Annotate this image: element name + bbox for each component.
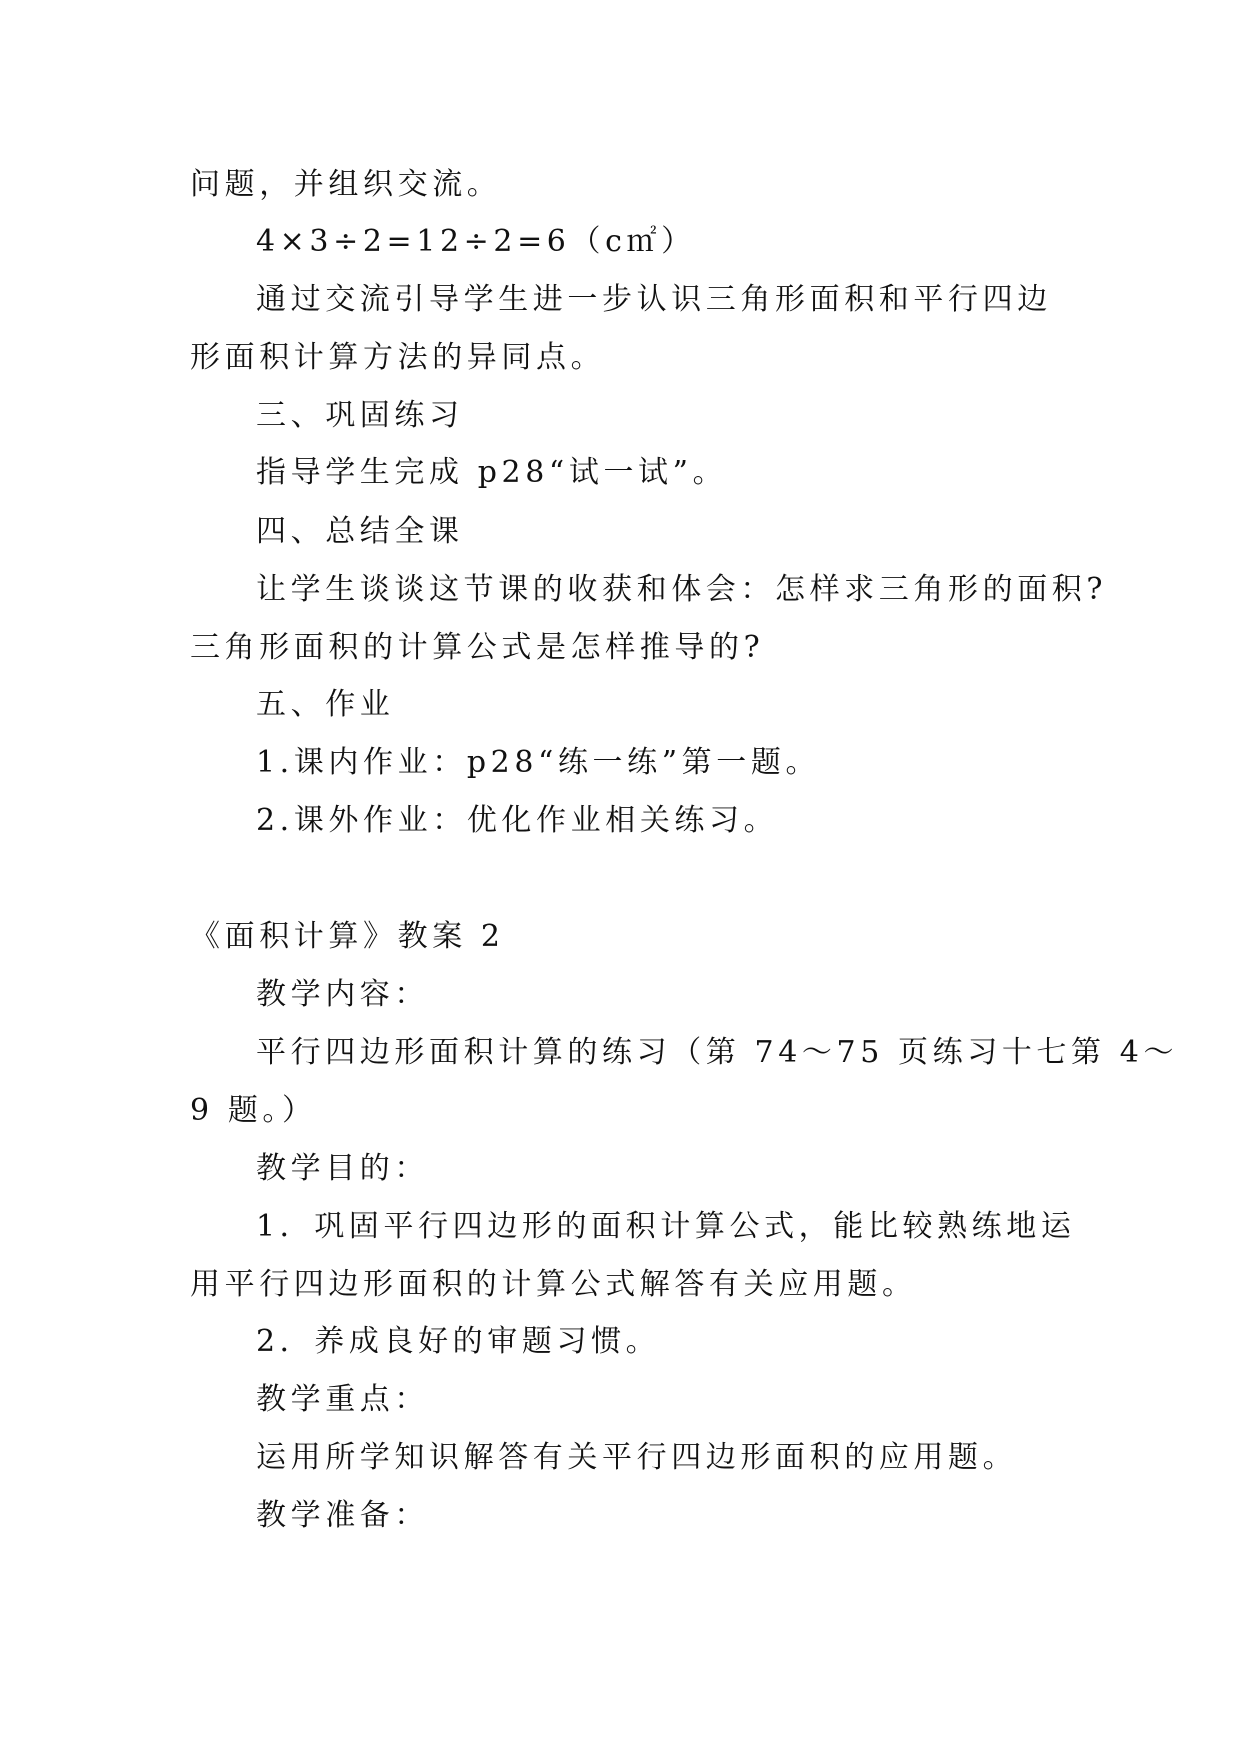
section-heading: 教学准备：	[256, 1498, 429, 1533]
text-line: 平行四边形面积计算的练习（第 74～75 页练习十七第 4～	[256, 1035, 1179, 1070]
list-item: 1.课内作业：p28“练一练”第一题。	[256, 745, 821, 780]
section-heading: 五、作业	[256, 687, 395, 722]
text-line: 让学生谈谈这节课的收获和体会：怎样求三角形的面积?	[256, 572, 1108, 607]
section-heading: 四、总结全课	[256, 514, 464, 549]
list-item: 1．巩固平行四边形的面积计算公式，能比较熟练地运	[256, 1209, 1076, 1244]
section-heading: 教学重点：	[256, 1382, 429, 1417]
section-heading: 教学目的：	[256, 1151, 429, 1186]
list-item: 2.课外作业：优化作业相关练习。	[256, 803, 779, 838]
list-item: 2．养成良好的审题习惯。	[256, 1324, 661, 1359]
section-heading: 三、巩固练习	[256, 398, 464, 433]
text-line: 9 题。）	[190, 1093, 317, 1128]
formula-line: 4×3÷2=12÷2=6（c㎡）	[256, 224, 696, 259]
text-line: 问题，并组织交流。	[190, 167, 502, 202]
document-title: 《面积计算》教案 2	[190, 919, 505, 954]
text-line: 三角形面积的计算公式是怎样推导的?	[190, 630, 765, 665]
text-line: 用平行四边形面积的计算公式解答有关应用题。	[190, 1267, 917, 1302]
text-line: 运用所学知识解答有关平行四边形面积的应用题。	[256, 1440, 1018, 1475]
section-heading: 教学内容：	[256, 977, 429, 1012]
text-line: 指导学生完成 p28“试一试”。	[256, 455, 728, 490]
text-line: 形面积计算方法的异同点。	[190, 340, 606, 375]
text-line: 通过交流引导学生进一步认识三角形面积和平行四边	[256, 282, 1052, 317]
